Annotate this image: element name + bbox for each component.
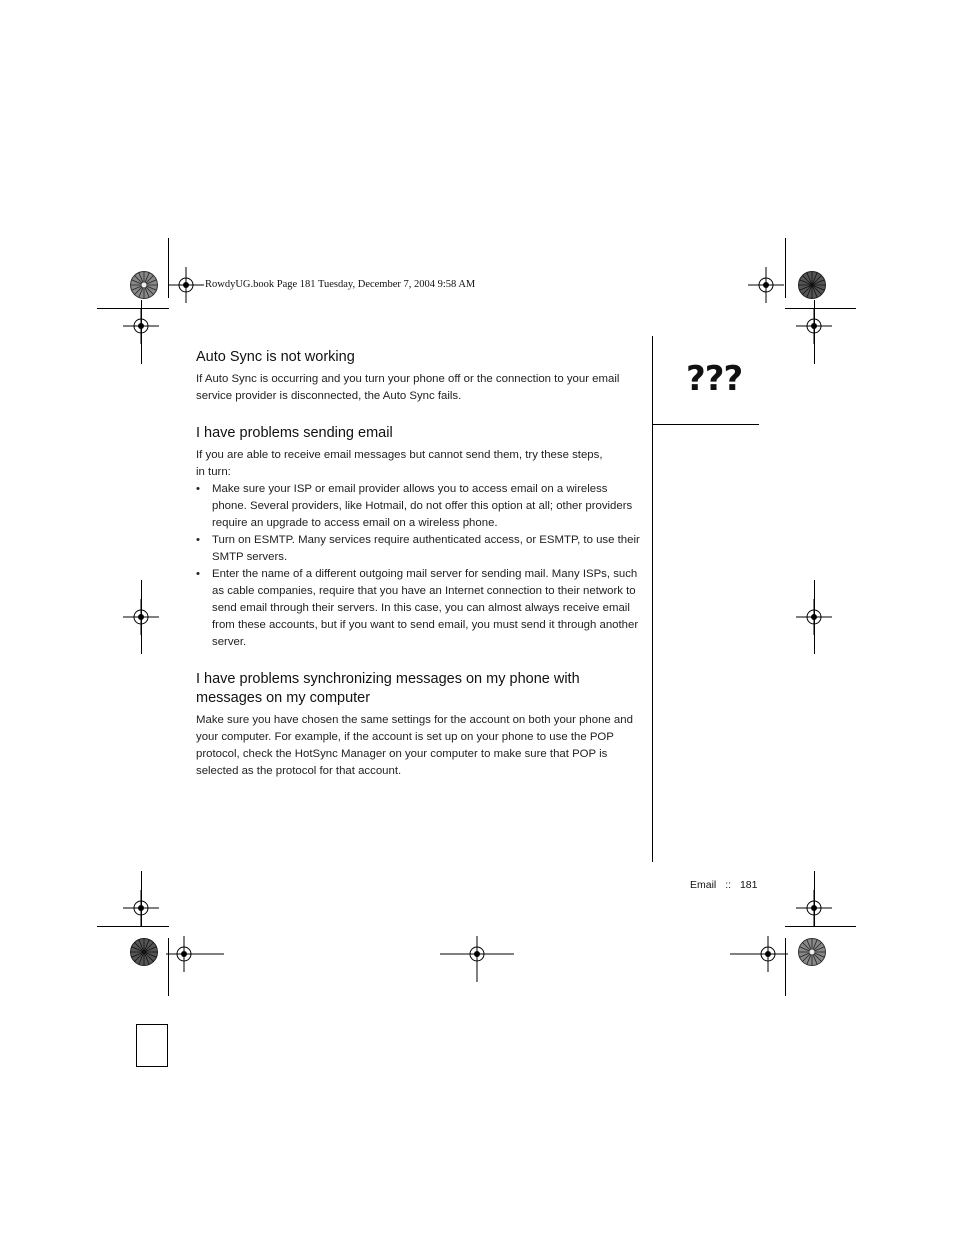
sidebar-divider <box>652 336 653 862</box>
sidebar-rule <box>652 424 759 425</box>
corner-box <box>136 1024 168 1067</box>
bullet: • <box>196 534 200 546</box>
steps-list <box>196 481 641 651</box>
registration-mark-icon <box>123 599 159 635</box>
bullet: • <box>196 483 200 495</box>
section-intro <box>196 447 641 481</box>
list-item-text: Enter the name of a different outgoing mail server for sending mail. Many ISPs, such as cable companies, require that you have an Internet connection to their network to send email through their servers. In this case, you can almost always receive email from these accounts, but if you want to send email, you must send it through another server. <box>212 568 639 648</box>
page-number: 181 <box>739 879 758 891</box>
registration-mark-icon <box>440 936 514 982</box>
list-item-text: Make sure your ISP or email provider allows you to access email on a wireless phone. Several providers, like Hotmail, do not offer this option at all; other providers require an upgrade to access email on a wireless phone. <box>212 483 633 529</box>
list-item <box>196 532 641 566</box>
list-item <box>196 481 641 532</box>
registration-mark-icon <box>796 890 832 926</box>
footer-separator: :: <box>725 879 732 891</box>
section-auto-sync <box>196 348 641 405</box>
starburst-mark-icon <box>129 937 159 967</box>
registration-mark-icon <box>730 936 788 972</box>
registration-mark-icon <box>748 267 784 303</box>
registration-mark-icon <box>796 308 832 344</box>
section-heading: I have problems synchronizing messages on my phone with messages on my computer <box>196 671 580 706</box>
registration-mark-icon <box>123 308 159 344</box>
section-sync-messages <box>196 670 641 780</box>
section-intro-line: If you are able to receive email messages but cannot send them, try these steps, <box>196 449 603 461</box>
registration-mark-icon <box>123 890 159 926</box>
section-sending-email <box>196 424 641 651</box>
section-heading: I have problems sending email <box>196 425 393 441</box>
troubleshooting-icon: ??? <box>686 359 743 399</box>
registration-mark-icon <box>168 267 204 303</box>
list-item <box>196 566 641 651</box>
registration-mark-icon <box>796 599 832 635</box>
section-heading: Auto Sync is not working <box>196 349 355 365</box>
section-body: Make sure you have chosen the same settings for the account on both your phone and your computer. For example, if the account is set up on your phone to use the POP protocol, check the HotSync Manager on your computer to make sure that POP is selected as the protocol for that account. <box>196 714 633 777</box>
section-intro-line: in turn: <box>196 466 231 478</box>
registration-mark-icon <box>166 936 224 972</box>
print-header: RowdyUG.book Page 181 Tuesday, December 7, 2004 9:58 AM <box>205 279 476 290</box>
starburst-mark-icon <box>129 270 159 300</box>
starburst-mark-icon <box>797 937 827 967</box>
section-body: If Auto Sync is occurring and you turn your phone off or the connection to your email service provider is disconnected, the Auto Sync fails. <box>196 373 620 402</box>
list-item-text: Turn on ESMTP. Many services require authenticated access, or ESMTP, to use their SMTP servers. <box>212 534 640 563</box>
footer-section: Email <box>690 879 717 891</box>
bullet: • <box>196 568 200 580</box>
starburst-mark-icon <box>797 270 827 300</box>
page-content <box>196 348 641 780</box>
page-footer <box>690 879 763 891</box>
